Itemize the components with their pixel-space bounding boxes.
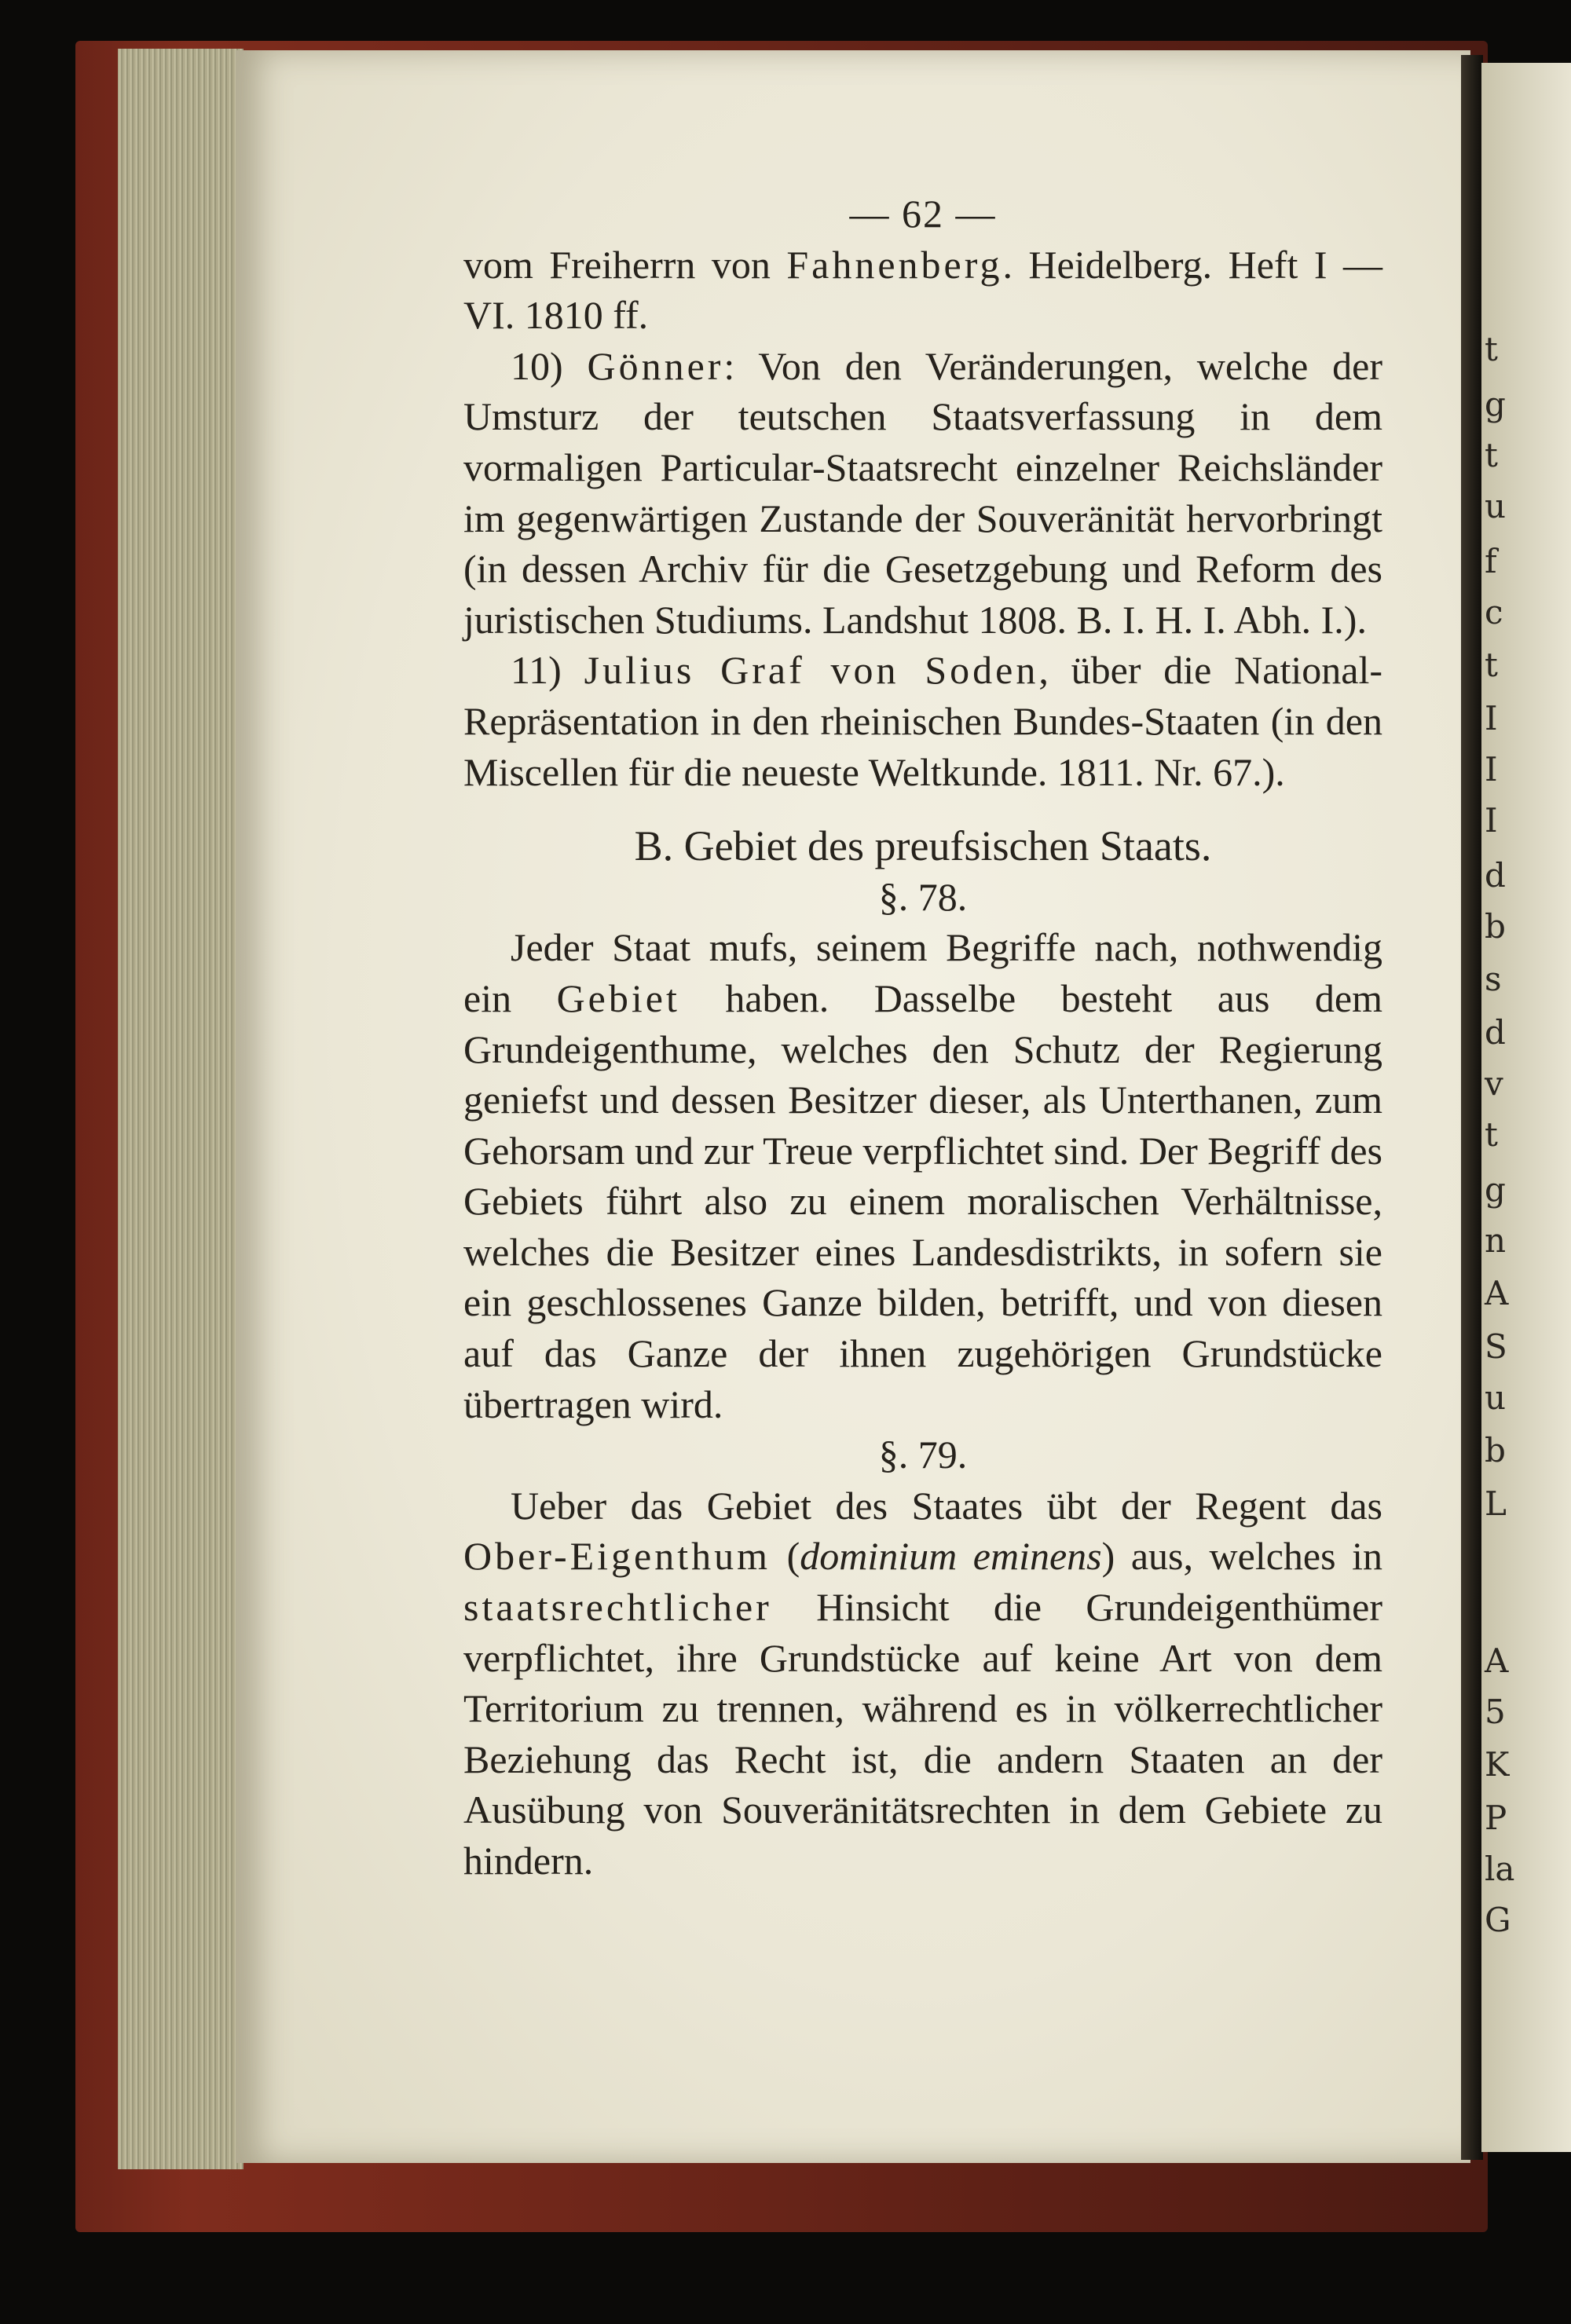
facing-page-fragment: K (1485, 1745, 1510, 1784)
facing-page-fragment: A (1485, 1274, 1509, 1312)
facing-page-fragment: P (1485, 1799, 1507, 1837)
facing-page-fragment: L (1485, 1484, 1507, 1523)
facing-page-fragment: g (1485, 385, 1506, 423)
text-run: Ueber das Gebiet des Staates übt der Regent das (511, 1483, 1382, 1528)
text-run: vom Freiherrn von (463, 242, 787, 287)
facing-page-fragment: t (1485, 436, 1498, 474)
facing-page-fragment: s (1485, 960, 1502, 998)
facing-page-fragment: 5 (1485, 1693, 1506, 1731)
author-name: Julius Graf von Soden (584, 648, 1039, 693)
paragraph-79 (463, 1480, 1382, 1887)
facing-page-fragment: t (1485, 646, 1498, 684)
text-run: ) aus, welches in (1101, 1534, 1383, 1579)
facing-page-fragment: f (1485, 542, 1497, 580)
text-run: haben. Dasselbe besteht aus dem Grundeigenthume, welches den Schutz der Regierung geniefst und dessen Besitzer dieser, als Unterthanen, zum Gehorsam und zur Treue verpflichtet sind. Der Begriff des Gebiets führt also zu einem moralischen Verhältnisse, welches die Besitzer eines Landesdistrikts, in sofern sie ein geschlossenes Ganze bilden, betrifft, und von diesen auf das Ganze der ihnen zugehörigen Grundstücke übertragen wird. (463, 975, 1382, 1426)
facing-page-fragment: v (1485, 1064, 1503, 1103)
paragraph-mark-79: §. 79. (878, 1433, 968, 1477)
facing-page-fragment: la (1485, 1850, 1515, 1888)
page-text (463, 188, 1382, 1887)
text-run: ( (771, 1534, 800, 1579)
facing-page-fragment: I (1485, 699, 1498, 737)
section-heading: B. Gebiet des preufsischen Staats. (634, 822, 1212, 870)
text-run: . Heidelberg. Heft (1002, 242, 1298, 287)
spaced-text: Fahnenberg (786, 242, 1003, 287)
facing-page-fragment: d (1485, 856, 1506, 895)
facing-page-fragment: g (1485, 1170, 1506, 1209)
facing-page-fragment: u (1485, 1378, 1507, 1417)
page-number: — 62 — (849, 192, 997, 236)
book-gutter (1461, 55, 1483, 2160)
facing-page-fragment: S (1485, 1327, 1507, 1366)
facing-page-fragment: t (1485, 330, 1498, 368)
text-run: Jeder Staat mufs, seinem Begriffe nach, nothwendig ein (463, 925, 1382, 1020)
italic-text: dominium eminens (800, 1534, 1102, 1579)
item-label: 11) (511, 648, 584, 693)
paragraph-mark-78: §. 78. (878, 874, 968, 919)
facing-page-fragment: c (1485, 593, 1503, 631)
facing-page-fragment: n (1485, 1221, 1507, 1260)
facing-page-fragment: I (1485, 750, 1498, 789)
text-run: Hinsicht die Grundeigenthümer verpflichtet, ihre Grundstücke auf keine Art von dem Territorium zu trennen, während es in völkerrechtlicher Beziehung das Recht ist, die andern Staaten an der Ausübung von Souveränitätsrechten in dem Gebiete zu hindern. (463, 1585, 1382, 1883)
author-name: Gönner (587, 343, 724, 388)
spaced-text: Ober-Eigenthum (463, 1534, 771, 1579)
facing-page-fragment: G (1485, 1901, 1511, 1939)
spaced-text: Gebiet (556, 975, 680, 1020)
page-edges (118, 49, 244, 2169)
spaced-text: staatsrechtlicher (463, 1585, 772, 1630)
facing-page-fragment: u (1485, 487, 1507, 525)
facing-page-fragment: b (1485, 1431, 1506, 1469)
item-label: 10) (511, 343, 588, 388)
item-text: : Von den Veränderungen, welche der Umsturz der teutschen Staatsverfassung in dem vormaligen Particular-Staatsrecht einzelner Reichsländer im gegenwärtigen Zustande der Souveränität hervorbringt (in dessen Archiv für die Gesetzgebung und Reform des juristischen Studiums. Landshut 1808. B. I. H. I. Abh. I.). (463, 343, 1382, 642)
item-11 (463, 645, 1382, 797)
facing-page-fragment: b (1485, 907, 1506, 946)
item-text: , über die National-Repräsentation in den rheinischen Bundes-Staaten (in den Miscellen für die neueste Weltkunde. 1811. Nr. 67.). (463, 648, 1382, 794)
facing-page-fragment: t (1485, 1115, 1498, 1154)
facing-page-fragment: d (1485, 1013, 1506, 1052)
paragraph-78 (463, 922, 1382, 1429)
text-run: I — VI. 1810 ff. (463, 242, 1383, 338)
line-continuation (463, 240, 1382, 341)
facing-page-fragment: I (1485, 801, 1498, 840)
item-10 (463, 341, 1382, 646)
facing-page-fragment: A (1485, 1641, 1509, 1680)
facing-page-edge (1481, 63, 1571, 2152)
